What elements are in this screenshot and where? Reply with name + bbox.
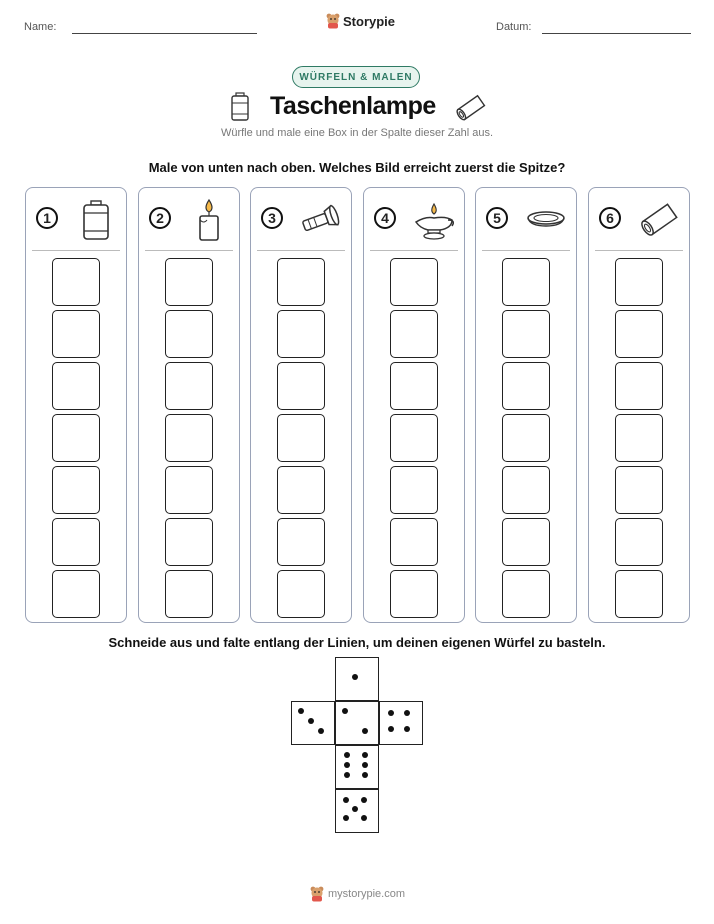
color-box[interactable]: [502, 362, 550, 410]
color-box[interactable]: [390, 310, 438, 358]
color-box[interactable]: [277, 310, 325, 358]
color-box[interactable]: [52, 362, 100, 410]
color-box[interactable]: [502, 258, 550, 306]
color-box[interactable]: [165, 518, 213, 566]
name-label: Name:: [24, 21, 57, 33]
color-box[interactable]: [390, 466, 438, 514]
column-divider: [482, 250, 570, 251]
column-4: [363, 187, 465, 623]
dice-face-3: [291, 701, 335, 745]
column-5: [475, 187, 577, 623]
logo: [326, 13, 395, 29]
dice-face-2: [335, 701, 379, 745]
color-box[interactable]: [615, 362, 663, 410]
color-box[interactable]: [165, 362, 213, 410]
column-6: [588, 187, 690, 623]
column-divider: [595, 250, 683, 251]
color-box[interactable]: [165, 310, 213, 358]
page-title: Taschenlampe: [270, 92, 436, 120]
color-box[interactable]: [502, 414, 550, 462]
color-box[interactable]: [165, 414, 213, 462]
candle-icon: [187, 198, 231, 242]
dice-pip: [308, 718, 314, 724]
color-box[interactable]: [277, 362, 325, 410]
color-box[interactable]: [615, 466, 663, 514]
name-line[interactable]: [72, 33, 257, 34]
color-box[interactable]: [615, 518, 663, 566]
color-box[interactable]: [52, 414, 100, 462]
dice-face-1: [335, 657, 379, 701]
column-divider: [257, 250, 345, 251]
color-box[interactable]: [52, 570, 100, 618]
dice-pip: [362, 752, 368, 758]
dice-pip: [344, 772, 350, 778]
color-box[interactable]: [615, 310, 663, 358]
color-box[interactable]: [277, 466, 325, 514]
logo-text: Storypie: [343, 13, 396, 29]
dish-icon: [524, 198, 568, 242]
dice-pip: [388, 710, 394, 716]
dice-pip: [342, 708, 348, 714]
color-box[interactable]: [502, 466, 550, 514]
bear-footer-icon: [310, 886, 324, 902]
color-box[interactable]: [52, 518, 100, 566]
color-box[interactable]: [390, 570, 438, 618]
footer-url[interactable]: mystorypie.com: [328, 888, 406, 900]
color-box[interactable]: [277, 570, 325, 618]
dice-pip: [361, 797, 367, 803]
battery-icon: [74, 198, 118, 242]
dice-pip: [388, 726, 394, 732]
color-box[interactable]: [277, 258, 325, 306]
dice-pip: [318, 728, 324, 734]
color-box[interactable]: [52, 466, 100, 514]
column-number: 1: [36, 207, 58, 229]
color-box[interactable]: [165, 258, 213, 306]
column-number: 3: [261, 207, 283, 229]
column-divider: [145, 250, 233, 251]
color-box[interactable]: [52, 310, 100, 358]
dice-pip: [343, 797, 349, 803]
color-box[interactable]: [502, 310, 550, 358]
color-box[interactable]: [502, 570, 550, 618]
column-number: 5: [486, 207, 508, 229]
dice-pip: [404, 710, 410, 716]
dice-pip: [361, 815, 367, 821]
dice-pip: [343, 815, 349, 821]
column-divider: [32, 250, 120, 251]
color-box[interactable]: [502, 518, 550, 566]
date-label: Datum:: [496, 21, 532, 33]
dice-pip: [362, 772, 368, 778]
category-badge: WÜRFELN & MALEN: [292, 66, 420, 88]
dice-face-4: [379, 701, 423, 745]
dice-pip: [352, 806, 358, 812]
column-number: 2: [149, 207, 171, 229]
dice-face-6: [335, 745, 379, 789]
color-box[interactable]: [390, 414, 438, 462]
flashlight-icon: [299, 198, 343, 242]
subtitle: Würfle und male eine Box in der Spalte dieser Zahl aus.: [220, 127, 494, 139]
color-box[interactable]: [52, 258, 100, 306]
title-battery-icon: [230, 92, 250, 122]
cut-instruction: Schneide aus und falte entlang der Linien, um deinen eigenen Würfel zu basteln.: [108, 635, 606, 650]
instruction: Male von unten nach oben. Welches Bild erreicht zuerst die Spitze?: [148, 160, 566, 175]
color-box[interactable]: [615, 570, 663, 618]
column-number: 6: [599, 207, 621, 229]
date-line[interactable]: [542, 33, 691, 34]
bear-logo-icon: [326, 13, 340, 29]
color-box[interactable]: [390, 518, 438, 566]
dice-pip: [362, 762, 368, 768]
dice-pip: [362, 728, 368, 734]
color-box[interactable]: [165, 466, 213, 514]
dice-pip: [404, 726, 410, 732]
oil-lamp-icon: [412, 198, 456, 242]
color-box[interactable]: [165, 570, 213, 618]
color-box[interactable]: [390, 362, 438, 410]
column-2: [138, 187, 240, 623]
title-tube-icon: [455, 92, 489, 122]
dice-pip: [298, 708, 304, 714]
dice-pip: [344, 752, 350, 758]
tube-icon: [637, 198, 681, 242]
footer: [310, 886, 405, 902]
color-box[interactable]: [390, 258, 438, 306]
dice-pip: [344, 762, 350, 768]
dice-pip: [352, 674, 358, 680]
dice-face-5: [335, 789, 379, 833]
column-3: [250, 187, 352, 623]
color-box[interactable]: [277, 414, 325, 462]
column-divider: [370, 250, 458, 251]
color-box[interactable]: [615, 414, 663, 462]
column-1: [25, 187, 127, 623]
color-box[interactable]: [277, 518, 325, 566]
column-number: 4: [374, 207, 396, 229]
color-box[interactable]: [615, 258, 663, 306]
